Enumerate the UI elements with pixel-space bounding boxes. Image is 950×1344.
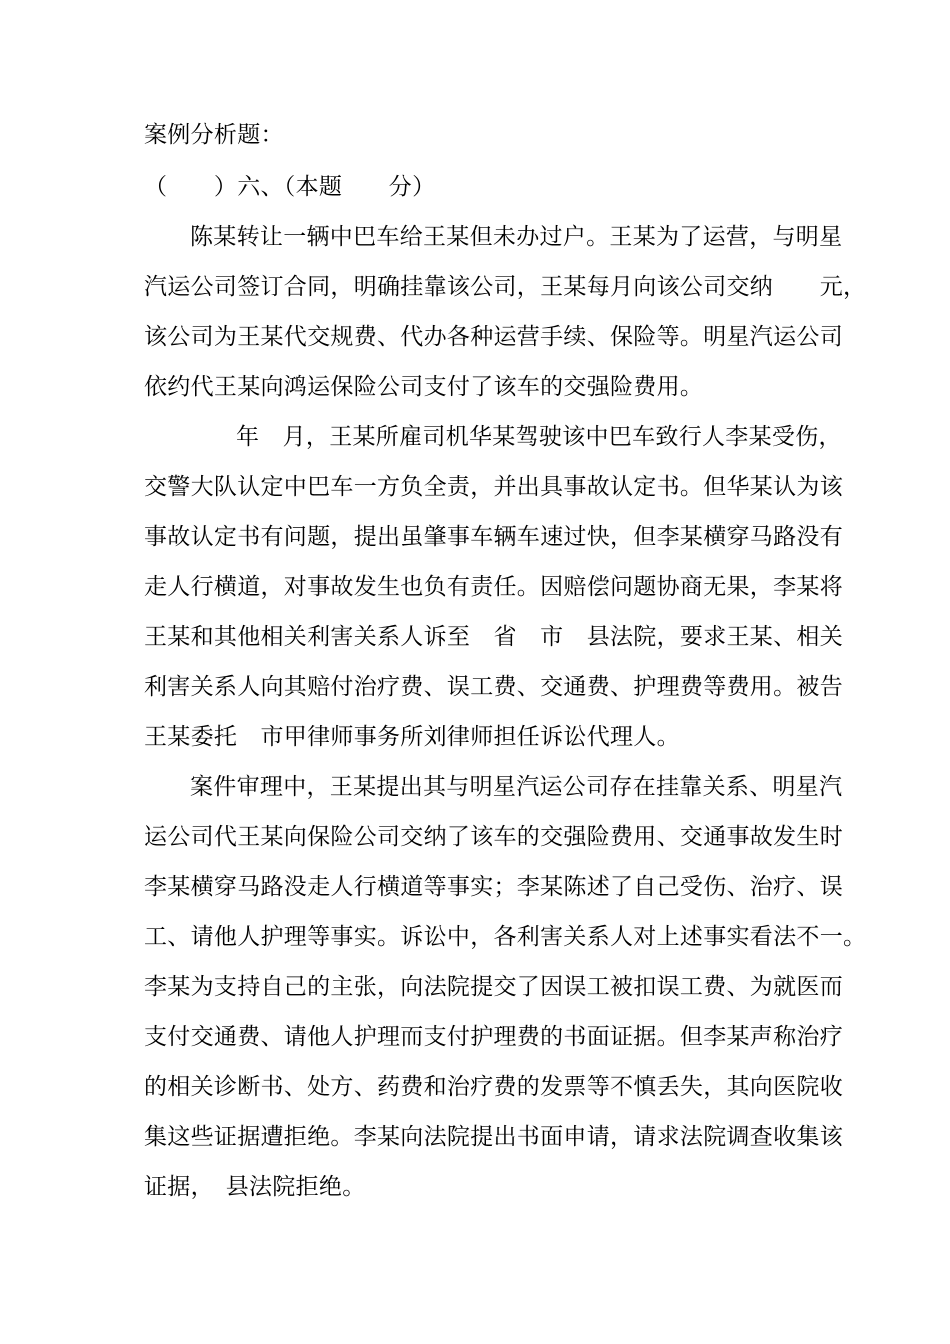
paragraph-line: 的相关诊断书、处方、药费和治疗费的发票等不慎丢失，其向医院收 — [144, 1074, 843, 1100]
paragraph-line: 该公司为王某代交规费、代办各种运营手续、保险等。明星汽运公司 — [144, 324, 843, 350]
paragraph-line: 案件审理中，王某提出其与明星汽运公司存在挂靠关系、明星汽 — [190, 774, 843, 800]
paragraph-line: 李某横穿马路没走人行横道等事实；李某陈述了自己受伤、治疗、误 — [144, 874, 843, 900]
paragraph-line: 走人行横道，对事故发生也负有责任。因赔偿问题协商无果，李某将 — [144, 574, 843, 600]
paragraph-line: 王某和其他相关利害关系人诉至 省 市 县法院，要求王某、相关 — [144, 624, 843, 650]
question-label: （ ）六、（本题 分） — [144, 174, 436, 200]
paragraph-line: 支付交通费、请他人护理而支付护理费的书面证据。但李某声称治疗 — [144, 1024, 843, 1050]
paragraph-line: 依约代王某向鸿运保险公司支付了该车的交强险费用。 — [144, 374, 704, 400]
paragraph-line: 年 月，王某所雇司机华某驾驶该中巴车致行人李某受伤， — [236, 424, 842, 450]
paragraph-line: 陈某转让一辆中巴车给王某但未办过户。王某为了运营，与明星 — [190, 224, 843, 250]
paragraph-line: 利害关系人向其赔付治疗费、误工费、交通费、护理费等费用。被告 — [144, 674, 843, 700]
paragraph-line: 交警大队认定中巴车一方负全责，并出具事故认定书。但华某认为该 — [144, 474, 843, 500]
section-heading: 案例分析题： — [144, 122, 284, 148]
paragraph-line: 事故认定书有问题，提出虽肇事车辆车速过快，但李某横穿马路没有 — [144, 524, 843, 550]
paragraph-line: 汽运公司签订合同，明确挂靠该公司，王某每月向该公司交纳 元， — [144, 274, 867, 300]
paragraph-line: 李某为支持自己的主张，向法院提交了因误工被扣误工费、为就医而 — [144, 974, 843, 1000]
paragraph-line: 王某委托 市甲律师事务所刘律师担任诉讼代理人。 — [144, 724, 680, 750]
paragraph-line: 运公司代王某向保险公司交纳了该车的交强险费用、交通事故发生时 — [144, 824, 843, 850]
paragraph-line: 证据， 县法院拒绝。 — [144, 1174, 366, 1200]
paragraph-line: 集这些证据遭拒绝。李某向法院提出书面申请，请求法院调查收集该 — [144, 1124, 843, 1150]
paragraph-line: 工、请他人护理等事实。诉讼中，各利害关系人对上述事实看法不一。 — [144, 924, 867, 950]
